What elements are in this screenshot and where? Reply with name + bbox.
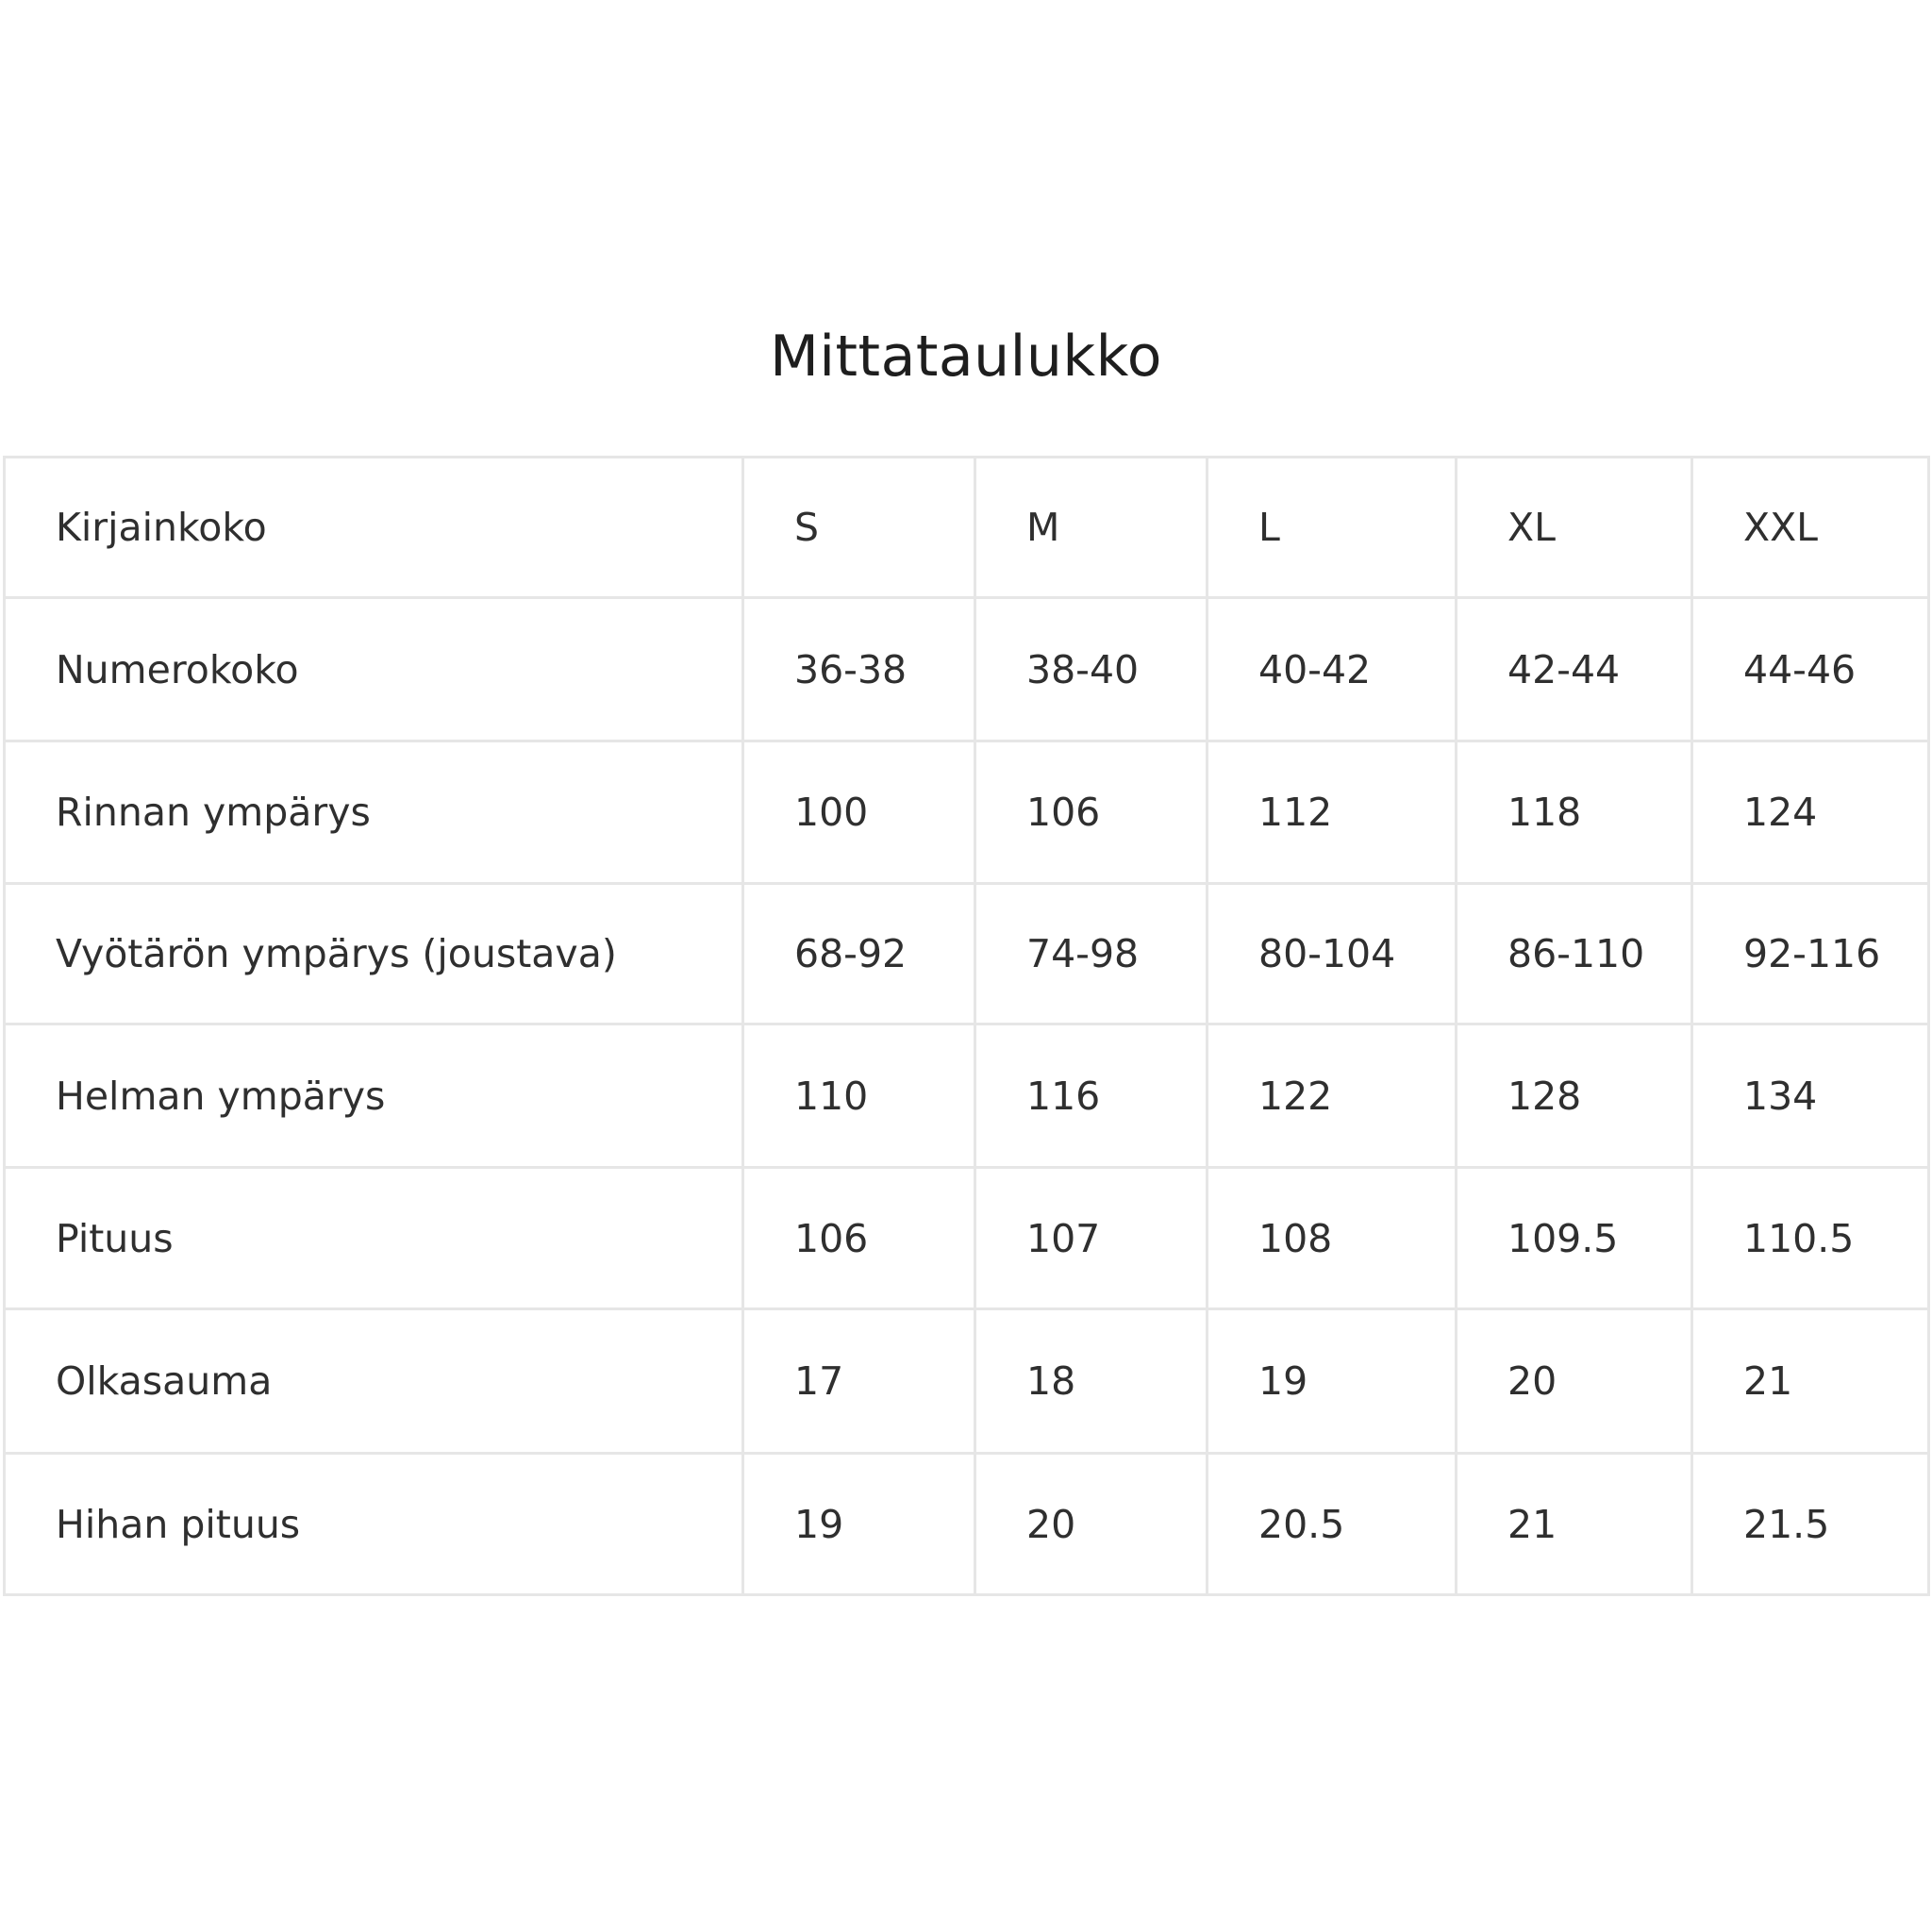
table-cell: XXL [1692, 458, 1929, 598]
table-cell: 20 [975, 1454, 1208, 1595]
row-label: Kirjainkoko [5, 458, 743, 598]
table-cell: 17 [743, 1309, 975, 1454]
table-cell: 106 [743, 1168, 975, 1309]
table-cell: 74-98 [975, 884, 1208, 1024]
table-cell: 100 [743, 741, 975, 884]
table-row [5, 458, 1929, 598]
table-cell: 38-40 [975, 598, 1208, 741]
table-row [5, 884, 1929, 1024]
table-cell: 36-38 [743, 598, 975, 741]
table-cell: M [975, 458, 1208, 598]
table-cell: 107 [975, 1168, 1208, 1309]
table-cell: 92-116 [1692, 884, 1929, 1024]
table-cell: 20 [1457, 1309, 1692, 1454]
table-cell: 109.5 [1457, 1168, 1692, 1309]
table-cell: 116 [975, 1024, 1208, 1168]
row-label: Pituus [5, 1168, 743, 1309]
table-cell: 86-110 [1457, 884, 1692, 1024]
table-cell: 110.5 [1692, 1168, 1929, 1309]
table-cell: 21 [1692, 1309, 1929, 1454]
table-row [5, 1024, 1929, 1168]
table-row [5, 741, 1929, 884]
table-cell: 19 [1208, 1309, 1457, 1454]
table-cell: 19 [743, 1454, 975, 1595]
table-cell: 122 [1208, 1024, 1457, 1168]
table-cell: 80-104 [1208, 884, 1457, 1024]
page-title: Mittataulukko [770, 324, 1162, 390]
row-label: Numerokoko [5, 598, 743, 741]
table-cell: 108 [1208, 1168, 1457, 1309]
table-cell: 42-44 [1457, 598, 1692, 741]
row-label: Helman ympärys [5, 1024, 743, 1168]
table-row [5, 1168, 1929, 1309]
table-cell: 124 [1692, 741, 1929, 884]
table-row [5, 1309, 1929, 1454]
table-cell: 106 [975, 741, 1208, 884]
table-cell: 118 [1457, 741, 1692, 884]
row-label: Olkasauma [5, 1309, 743, 1454]
table-cell: 21.5 [1692, 1454, 1929, 1595]
table-cell: S [743, 458, 975, 598]
table-cell: 68-92 [743, 884, 975, 1024]
size-chart-table [3, 456, 1930, 1596]
table-cell: L [1208, 458, 1457, 598]
table-cell: 40-42 [1208, 598, 1457, 741]
table-row [5, 598, 1929, 741]
table-row [5, 1454, 1929, 1595]
row-label: Hihan pituus [5, 1454, 743, 1595]
row-label: Vyötärön ympärys (joustava) [5, 884, 743, 1024]
table-cell: 21 [1457, 1454, 1692, 1595]
table-cell: 134 [1692, 1024, 1929, 1168]
table-cell: 20.5 [1208, 1454, 1457, 1595]
table-cell: 44-46 [1692, 598, 1929, 741]
table-cell: 110 [743, 1024, 975, 1168]
table-cell: 128 [1457, 1024, 1692, 1168]
table-cell: XL [1457, 458, 1692, 598]
row-label: Rinnan ympärys [5, 741, 743, 884]
table-cell: 112 [1208, 741, 1457, 884]
table-cell: 18 [975, 1309, 1208, 1454]
